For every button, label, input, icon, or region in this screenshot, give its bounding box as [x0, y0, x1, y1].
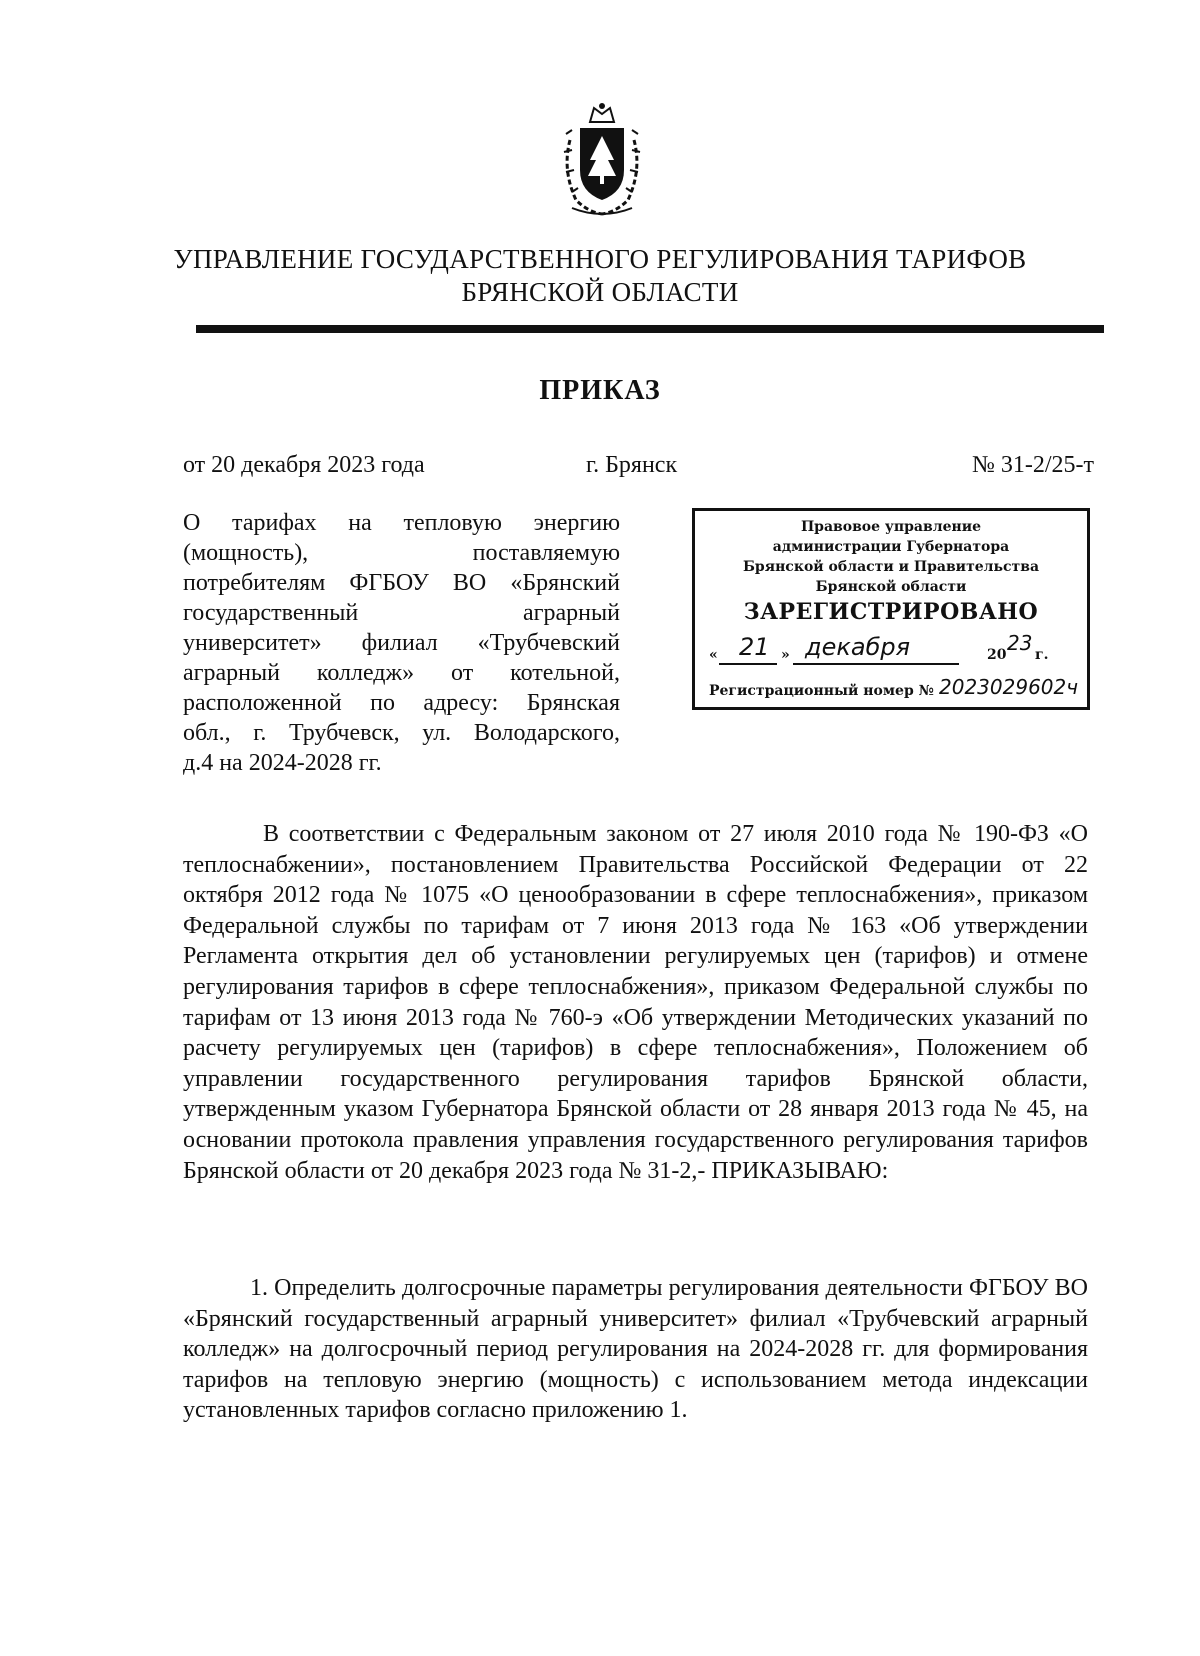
subject-line: аграрный колледж» от котельной, — [183, 660, 620, 686]
registration-stamp — [692, 508, 1090, 710]
subject-line: д.4 на 2024-2028 гг. — [183, 750, 382, 776]
subject-line: расположенной по адресу: Брянская — [183, 690, 620, 716]
subject-line: обл., г. Трубчевск, ул. Володарского, — [183, 720, 620, 746]
subject-line: государственный аграрный — [183, 600, 620, 626]
stamp-regnum-label: Регистрационный номер № — [709, 683, 934, 699]
stamp-line-2: администрации Губернатора — [772, 539, 1010, 555]
stamp-registered: ЗАРЕГИСТРИРОВАНО — [743, 599, 1039, 625]
header-divider — [196, 325, 1104, 333]
issuing-authority — [100, 243, 1100, 309]
stamp-regnum-row — [709, 675, 1081, 699]
bryansk-coat-of-arms-icon — [552, 100, 652, 222]
order-city: г. Брянск — [586, 452, 678, 478]
document-title: ПРИКАЗ — [539, 375, 661, 406]
stamp-month: декабря — [805, 633, 911, 661]
stamp-line-4: Брянской области — [815, 579, 967, 595]
subject-line: (мощность), поставляемую — [183, 540, 620, 566]
subject-line: университет» филиал «Трубчевский — [183, 630, 620, 656]
stamp-date-row: « 21 » декабря 20 23 г. — [709, 631, 1049, 663]
stamp-line-3: Брянской области и Правительства — [742, 559, 1040, 575]
stamp-year-suffix: 23 — [1007, 631, 1033, 655]
authority-line-2: БРЯНСКОЙ ОБЛАСТИ — [461, 277, 739, 307]
preamble-paragraph: В соответствии с Федеральным законом от 27 июля 2010 года № 190-ФЗ «О теплоснабжении», постановлением Правительства Российской Федерации от 22 октября 2012 года № 1075 «О ценообразовании в сфере теплоснабжения», приказом Федеральной службы по тарифам от 7 июня 2013 года № 163 «Об утверждении Регламента открытия дел об установлении регулируемых цен (тарифов) и отмене регулирования тарифов в сфере теплоснабжения», приказом Федеральной службы по тарифам от 13 июня 2013 года № 760-э «Об утверждении Методических указаний по расчету регулируемых цен (тарифов) в сфере теплоснабжения», Положением об управлении государственного регулирования тарифов Брянской области, утвержденным указом Губернатора Брянской области от 28 января 2013 года № 45, на основании протокола правления управления государственного регулирования тарифов Брянской области от 20 декабря 2023 года № 31-2,- ПРИКАЗЫВАЮ: — [183, 821, 1088, 1184]
stamp-year-prefix: 20 — [987, 647, 1007, 663]
authority-line-1: УПРАВЛЕНИЕ ГОСУДАРСТВЕННОГО РЕГУЛИРОВАНИЯ ТАРИФОВ — [173, 244, 1027, 274]
order-number: № 31-2/25-т — [971, 452, 1094, 478]
order-subject — [183, 508, 620, 778]
subject-line: О тарифах на тепловую энергию — [183, 510, 620, 536]
subject-line: потребителям ФГБОУ ВО «Брянский — [183, 570, 620, 596]
order-date: от 20 декабря 2023 года — [183, 452, 425, 478]
stamp-line-1: Правовое управление — [800, 519, 982, 535]
stamp-day: 21 — [739, 633, 770, 661]
order-item-1: 1. Определить долгосрочные параметры регулирования деятельности ФГБОУ ВО «Брянский государственный аграрный университет» филиал «Трубчевский аграрный колледж» на долгосрочный период регулирования на 2024-2028 гг. для формирования тарифов на тепловую энергию (мощность) с использованием метода индексации установленных тарифов согласно приложению 1. — [183, 1275, 1088, 1424]
stamp-regnum-value: 2023029602ч — [939, 675, 1079, 699]
stamp-year-end: г. — [1035, 647, 1049, 663]
